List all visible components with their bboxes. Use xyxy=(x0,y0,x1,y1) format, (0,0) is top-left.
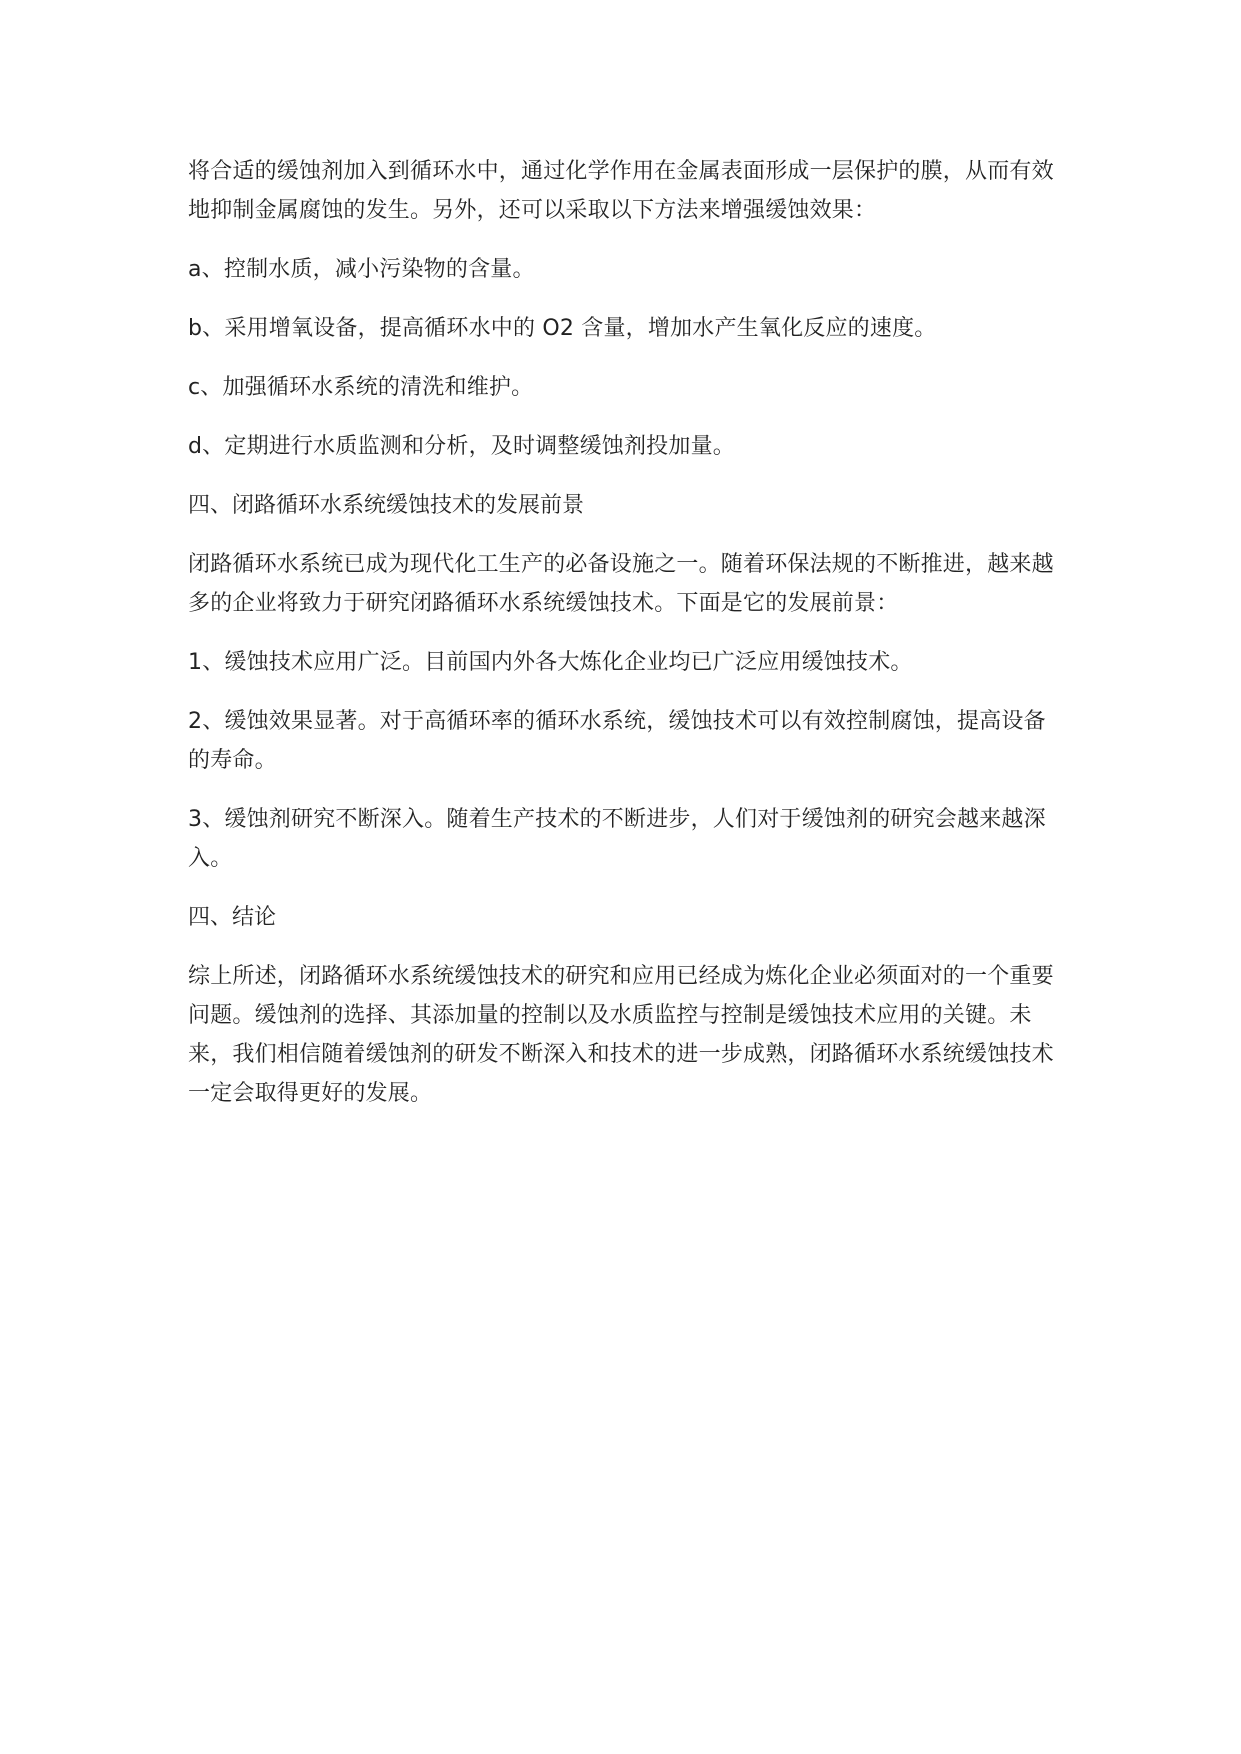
list-item-1: 1、缓蚀技术应用广泛。目前国内外各大炼化企业均已广泛应用缓蚀技术。 xyxy=(188,650,913,675)
list-item-c: c、加强循环水系统的清洗和维护。 xyxy=(188,375,534,400)
section-heading-conclusion: 四、结论 xyxy=(188,905,277,930)
paragraph-conclusion: 综上所述，闭路循环水系统缓蚀技术的研究和应用已经成为炼化企业必须面对的一个重要问题。缓蚀剂的选择、其添加量的控制以及水质监控与控制是缓蚀技术应用的关键。未来，我们相信随着缓蚀剂的研发不断深入和技术的进一步成熟，闭路循环水系统缓蚀技术一定会取得更好的发展。 xyxy=(188,964,1054,1106)
section-heading-prospects: 四、闭路循环水系统缓蚀技术的发展前景 xyxy=(188,493,585,518)
paragraph-inhibitor-method: 将合适的缓蚀剂加入到循环水中，通过化学作用在金属表面形成一层保护的膜，从而有效地抑制金属腐蚀的发生。另外，还可以采取以下方法来增强缓蚀效果： xyxy=(188,159,1054,223)
list-item-2: 2、缓蚀效果显著。对于高循环率的循环水系统，缓蚀技术可以有效控制腐蚀，提高设备的寿命。 xyxy=(188,709,1046,773)
list-item-b: b、采用增氧设备，提高循环水中的 O2 含量，增加水产生氧化反应的速度。 xyxy=(188,316,937,341)
list-item-d: d、定期进行水质监测和分析，及时调整缓蚀剂投加量。 xyxy=(188,434,735,459)
document-body xyxy=(188,152,1058,1133)
paragraph-prospects-intro: 闭路循环水系统已成为现代化工生产的必备设施之一。随着环保法规的不断推进，越来越多的企业将致力于研究闭路循环水系统缓蚀技术。下面是它的发展前景： xyxy=(188,552,1054,616)
list-item-3: 3、缓蚀剂研究不断深入。随着生产技术的不断进步，人们对于缓蚀剂的研究会越来越深入。 xyxy=(188,807,1046,871)
list-item-a: a、控制水质，减小污染物的含量。 xyxy=(188,257,535,282)
